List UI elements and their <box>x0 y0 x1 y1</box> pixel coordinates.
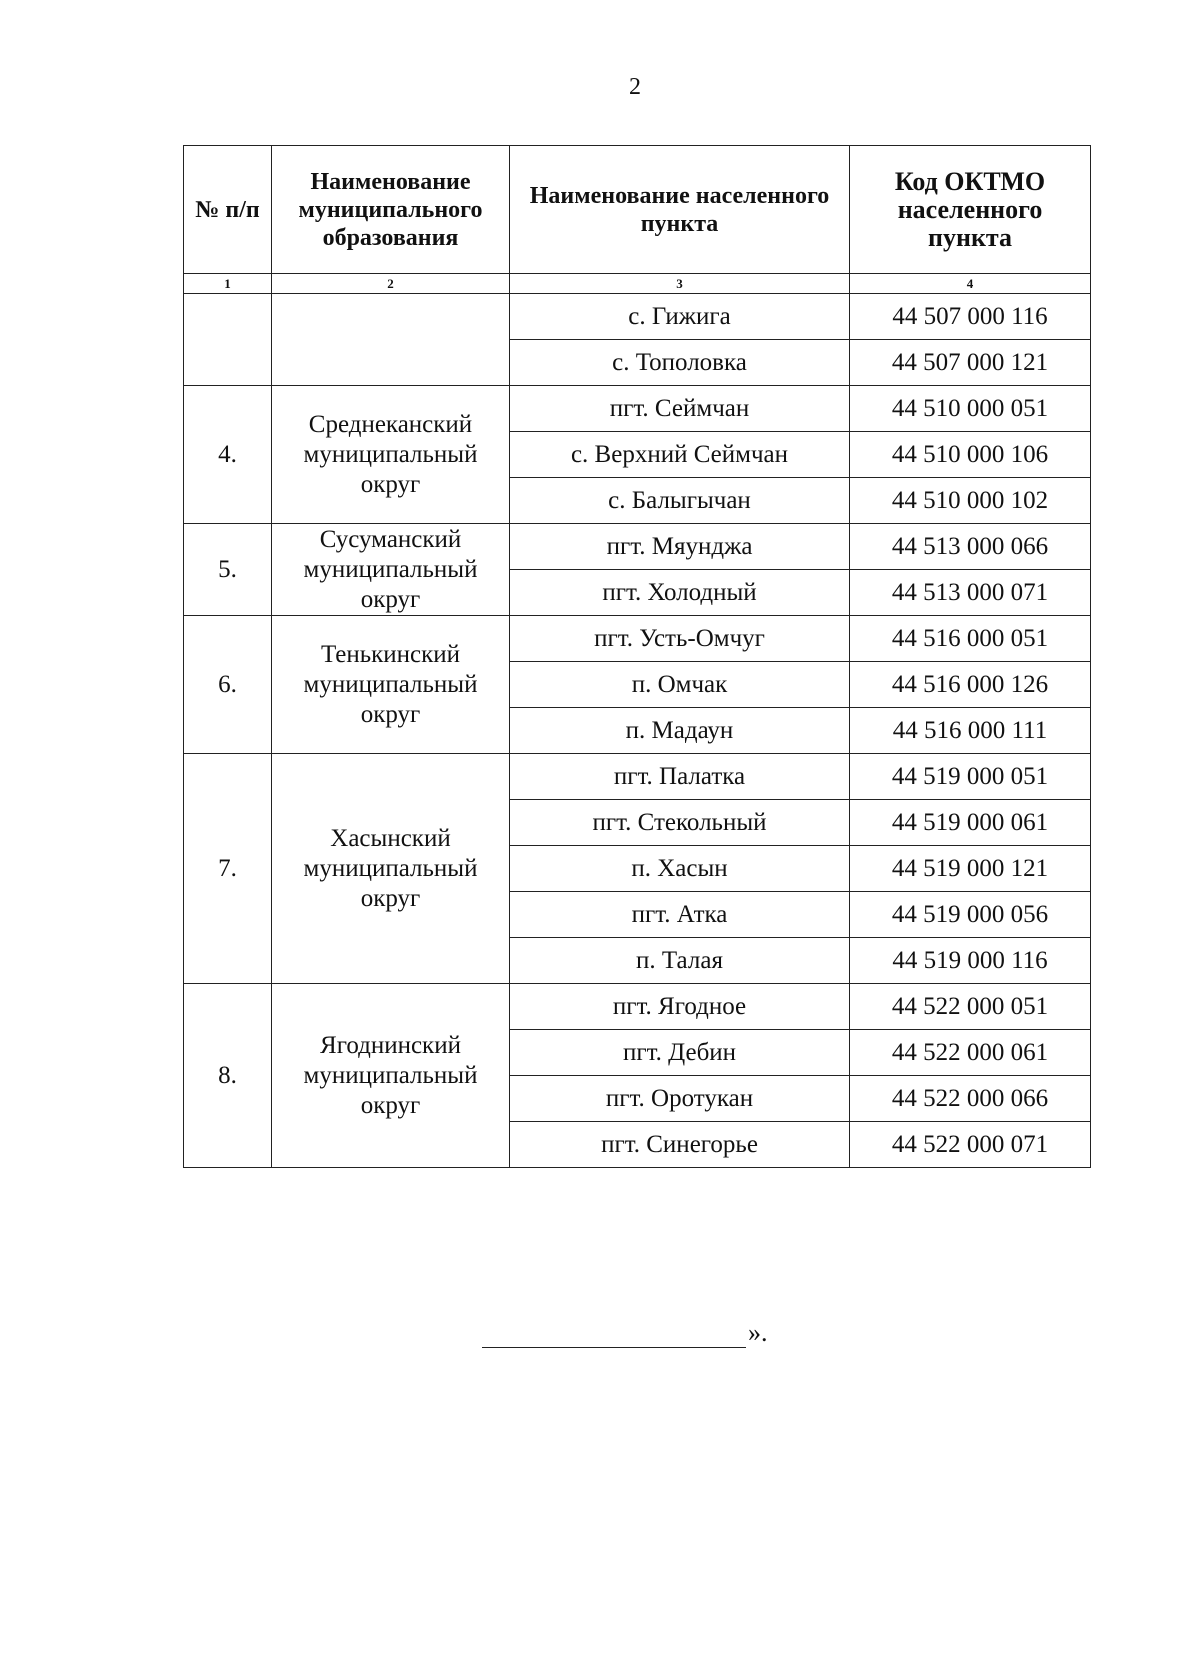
oktmo-code: 44 519 000 051 <box>850 754 1091 800</box>
closing-mark: ». <box>748 1318 768 1347</box>
table-row <box>184 616 1091 662</box>
table-header-row <box>184 146 1091 274</box>
municipality-name-line: Среднеканский <box>308 410 473 438</box>
municipality-name-line: муниципальный <box>303 670 478 698</box>
column-number: 4 <box>850 274 1091 294</box>
oktmo-code: 44 519 000 061 <box>850 800 1091 846</box>
column-number: 1 <box>184 274 272 294</box>
settlement-name: с. Верхний Сеймчан <box>510 432 850 478</box>
municipality-name-line: Сусуманский <box>319 525 462 553</box>
settlement-name: п. Мадаун <box>510 708 850 754</box>
municipality-name-line: муниципальный <box>303 555 478 583</box>
oktmo-code: 44 522 000 051 <box>850 984 1091 1030</box>
settlement-name: пгт. Палатка <box>510 754 850 800</box>
table-row <box>184 754 1091 800</box>
municipality-name-line: округ <box>360 470 421 498</box>
oktmo-code: 44 519 000 121 <box>850 846 1091 892</box>
oktmo-code: 44 522 000 071 <box>850 1122 1091 1168</box>
settlement-name: пгт. Сеймчан <box>510 386 850 432</box>
settlement-name: п. Талая <box>510 938 850 984</box>
municipality-name <box>272 754 510 984</box>
row-number: 5. <box>184 524 272 616</box>
settlement-name: с. Балыгычан <box>510 478 850 524</box>
oktmo-code: 44 522 000 061 <box>850 1030 1091 1076</box>
municipality-name-line: муниципальный <box>303 440 478 468</box>
row-number <box>184 294 272 386</box>
header-oktmo-code: Код ОКТМО населенного пункта <box>850 146 1091 274</box>
oktmo-code: 44 522 000 066 <box>850 1076 1091 1122</box>
oktmo-code: 44 519 000 056 <box>850 892 1091 938</box>
header-settlement: Наименование населенного пункта <box>510 146 850 274</box>
municipality-name-line: Хасынский <box>330 824 451 852</box>
oktmo-code: 44 513 000 066 <box>850 524 1091 570</box>
settlement-name: п. Хасын <box>510 846 850 892</box>
municipality-name-line: округ <box>360 884 421 912</box>
row-number: 6. <box>184 616 272 754</box>
header-num: № п/п <box>184 146 272 274</box>
oktmo-table <box>183 145 1091 1168</box>
settlement-name: пгт. Оротукан <box>510 1076 850 1122</box>
municipality-name <box>272 524 510 616</box>
municipality-name-line: округ <box>360 1091 421 1119</box>
row-number: 7. <box>184 754 272 984</box>
oktmo-code: 44 516 000 126 <box>850 662 1091 708</box>
settlement-name: пгт. Ягодное <box>510 984 850 1030</box>
municipality-name <box>272 294 510 386</box>
settlement-name: пгт. Усть-Омчуг <box>510 616 850 662</box>
municipality-name <box>272 386 510 524</box>
settlement-name: пгт. Холодный <box>510 570 850 616</box>
settlement-name: с. Гижига <box>510 294 850 340</box>
column-number-row <box>184 274 1091 294</box>
settlement-name: п. Омчак <box>510 662 850 708</box>
municipality-name-line: муниципальный <box>303 1061 478 1089</box>
municipality-name-line: Тенькинский <box>320 640 461 668</box>
oktmo-code: 44 507 000 116 <box>850 294 1091 340</box>
settlement-name: пгт. Мяунджа <box>510 524 850 570</box>
oktmo-code: 44 516 000 051 <box>850 616 1091 662</box>
column-number: 3 <box>510 274 850 294</box>
oktmo-code: 44 513 000 071 <box>850 570 1091 616</box>
table-row <box>184 294 1091 340</box>
oktmo-code: 44 507 000 121 <box>850 340 1091 386</box>
settlement-name: пгт. Атка <box>510 892 850 938</box>
page-number: 2 <box>629 74 641 100</box>
settlement-name: пгт. Дебин <box>510 1030 850 1076</box>
oktmo-code: 44 510 000 051 <box>850 386 1091 432</box>
settlement-name: с. Тополовка <box>510 340 850 386</box>
table-body <box>184 294 1091 1168</box>
row-number: 8. <box>184 984 272 1168</box>
municipality-name-line: муниципальный <box>303 854 478 882</box>
municipality-name-line: округ <box>360 585 421 613</box>
municipality-name <box>272 616 510 754</box>
oktmo-code: 44 516 000 111 <box>850 708 1091 754</box>
municipality-name-line: Ягоднинский <box>320 1031 461 1059</box>
closing-line <box>482 1318 768 1348</box>
oktmo-code: 44 510 000 106 <box>850 432 1091 478</box>
table-row <box>184 984 1091 1030</box>
row-number: 4. <box>184 386 272 524</box>
oktmo-code: 44 510 000 102 <box>850 478 1091 524</box>
header-municipality: Наименование муниципального образования <box>272 146 510 274</box>
municipality-name <box>272 984 510 1168</box>
column-number: 2 <box>272 274 510 294</box>
settlement-name: пгт. Стекольный <box>510 800 850 846</box>
table-row <box>184 524 1091 570</box>
oktmo-code: 44 519 000 116 <box>850 938 1091 984</box>
table-row <box>184 386 1091 432</box>
municipality-name-line: округ <box>360 700 421 728</box>
closing-rule <box>482 1323 746 1348</box>
settlement-name: пгт. Синегорье <box>510 1122 850 1168</box>
